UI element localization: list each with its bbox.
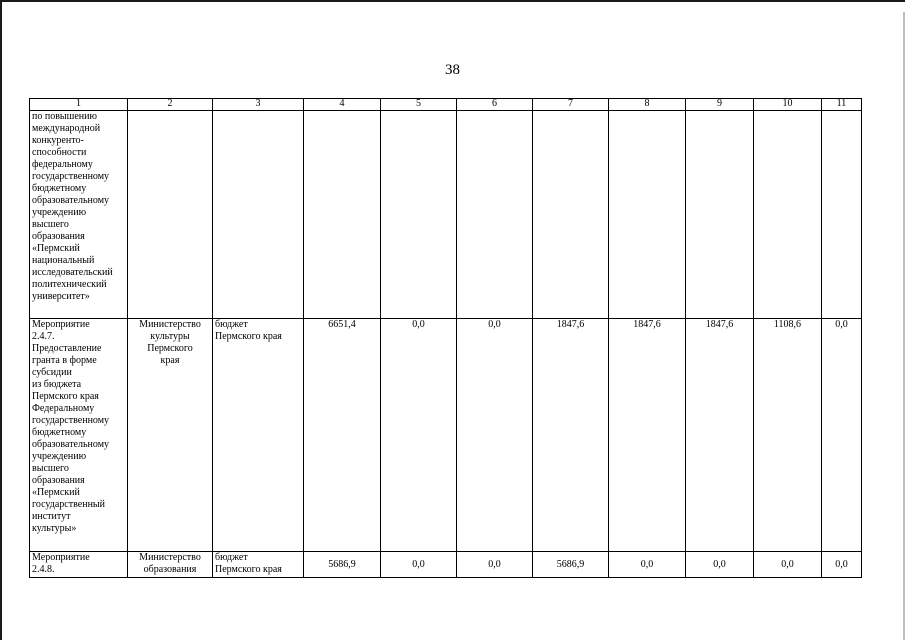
- value-cell: [533, 111, 609, 319]
- table-row: [30, 319, 862, 552]
- header-col-8: 8: [609, 99, 686, 111]
- value-cell: 1847,6: [609, 319, 686, 552]
- row-name-cell: Мероприятие 2.4.7. Предоставление гранта в форме субсидии из бюджета Пермского края Федеральному государственному бюджетному образовательному учреждению высшего образования «Пермский государственный институт культуры»: [30, 319, 128, 552]
- value-cell: 1847,6: [533, 319, 609, 552]
- value-cell: 5686,9: [533, 552, 609, 578]
- header-row: [30, 99, 862, 111]
- header-col-4: 4: [304, 99, 381, 111]
- value-cell: 6651,4: [304, 319, 381, 552]
- table-row: [30, 111, 862, 319]
- value-cell: [609, 111, 686, 319]
- table-row: [30, 552, 862, 578]
- value-cell: [381, 111, 457, 319]
- header-col-7: 7: [533, 99, 609, 111]
- scan-edge-left: [0, 0, 2, 640]
- executor-cell: [128, 111, 213, 319]
- value-cell: 0,0: [381, 319, 457, 552]
- value-cell: [686, 111, 754, 319]
- source-cell: бюджет Пермского края: [213, 552, 304, 578]
- value-cell: 0,0: [686, 552, 754, 578]
- executor-cell: Министерство культуры Пермского края: [128, 319, 213, 552]
- value-cell: 0,0: [754, 552, 822, 578]
- value-cell: 0,0: [609, 552, 686, 578]
- value-cell: 5686,9: [304, 552, 381, 578]
- value-cell: [754, 111, 822, 319]
- value-cell: 0,0: [822, 319, 862, 552]
- scan-edge-top: [0, 0, 905, 2]
- source-cell: бюджет Пермского края: [213, 319, 304, 552]
- source-cell: [213, 111, 304, 319]
- header-col-10: 10: [754, 99, 822, 111]
- page-number: 38: [445, 62, 460, 78]
- header-col-1: 1: [30, 99, 128, 111]
- header-col-9: 9: [686, 99, 754, 111]
- header-col-11: 11: [822, 99, 862, 111]
- value-cell: 0,0: [457, 552, 533, 578]
- row-name-cell: Мероприятие 2.4.8.: [30, 552, 128, 578]
- executor-cell: Министерство образования: [128, 552, 213, 578]
- header-col-6: 6: [457, 99, 533, 111]
- value-cell: 0,0: [381, 552, 457, 578]
- budget-table: [29, 98, 862, 578]
- value-cell: [457, 111, 533, 319]
- value-cell: 1108,6: [754, 319, 822, 552]
- row-name-cell: по повышению международной конкуренто- способности федеральному государственному бюджетному образовательному учреждению высшего образования «Пермский национальный исследовательский политехнический университет»: [30, 111, 128, 319]
- value-cell: [304, 111, 381, 319]
- header-col-2: 2: [128, 99, 213, 111]
- header-col-5: 5: [381, 99, 457, 111]
- value-cell: 1847,6: [686, 319, 754, 552]
- value-cell: [822, 111, 862, 319]
- value-cell: 0,0: [457, 319, 533, 552]
- header-col-3: 3: [213, 99, 304, 111]
- value-cell: 0,0: [822, 552, 862, 578]
